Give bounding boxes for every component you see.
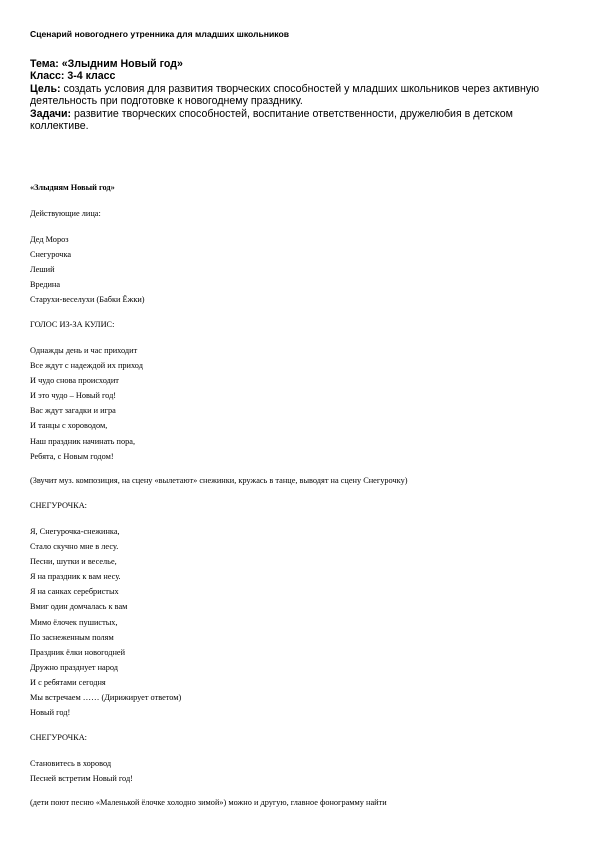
cast-item: Вредина: [30, 280, 61, 290]
cast-heading: Действующие лица:: [30, 209, 101, 218]
script-title: «Злыдням Новый год»: [30, 183, 115, 192]
verse-line: Мы встречаем …… (Дирижирует ответом): [30, 693, 182, 703]
cast-list: [30, 232, 145, 307]
verse-line: Стало скучно мне в лесу.: [30, 542, 119, 552]
verse-line: Дружно празднует народ: [30, 662, 119, 672]
lesson-header: [30, 58, 570, 132]
topic-label: Тема:: [30, 58, 59, 70]
verse-line: И это чудо – Новый год!: [30, 391, 117, 401]
verse-line: Вас ждут загадки и игра: [30, 406, 116, 416]
verse-line: Ребята, с Новым годом!: [30, 451, 114, 461]
topic-value: «Злыдним Новый год»: [61, 58, 183, 70]
voice-heading: ГОЛОС ИЗ-ЗА КУЛИС:: [30, 320, 115, 329]
verse-line: Я, Снегурочка-снежинка,: [30, 527, 120, 536]
cast-item: Леший: [30, 265, 55, 275]
tasks-row: [30, 108, 570, 133]
voice-verse: [30, 343, 143, 464]
verse-line: И чудо снова происходит: [30, 376, 119, 386]
snegurochka-verse: [30, 756, 133, 786]
verse-line: Мимо ёлочек пушистых,: [30, 617, 118, 627]
verse-line: Праздник ёлки новогодней: [30, 647, 126, 657]
grade-value: 3-4 класс: [67, 70, 116, 83]
verse-line: Однажды день и час приходит: [30, 346, 138, 355]
cast-item: Дед Мороз: [30, 235, 69, 244]
cast-item: Снегурочка: [30, 250, 72, 260]
verse-line: Новый год!: [30, 708, 71, 718]
verse-line: Я на санках серебристых: [30, 587, 119, 597]
goal-label: Цель:: [30, 82, 61, 95]
verse-line: Все ждут с надеждой их приход: [30, 361, 143, 371]
verse-line: Песни, шутки и веселье,: [30, 557, 117, 567]
topic-row: [30, 58, 570, 70]
snegurochka-heading: СНЕГУРОЧКА:: [30, 501, 87, 510]
grade-row: [30, 70, 570, 82]
document-title: Сценарий новогоднего утренника для младших школьников: [30, 29, 289, 39]
verse-line: По заснеженным полям: [30, 632, 114, 642]
tasks-text: развитие творческих способностей, воспитание ответственности, дружелюбия в детском коллективе.: [30, 107, 513, 133]
snegurochka-heading: СНЕГУРОЧКА:: [30, 733, 87, 742]
tasks-label: Задачи:: [30, 107, 72, 120]
verse-line: И с ребятами сегодня: [30, 677, 106, 687]
verse-line: Я на праздник к вам несу.: [30, 572, 121, 582]
cast-item: Старухи-веселухи (Бабки Ёжки): [30, 295, 145, 305]
verse-line: Наш праздник начинать пора,: [30, 436, 136, 446]
snegurochka-verse: [30, 524, 181, 720]
stage-direction: (дети поют песню «Маленькой ёлочке холодно зимой») можно и другую, главное фонограмму найти: [30, 798, 387, 807]
verse-line: Становитесь в хоровод: [30, 759, 112, 768]
goal-text: создать условия для развития творческих способностей у младших школьников через активную деятельность при подготовке к новогоднему празднику.: [30, 82, 540, 108]
verse-line: И танцы с хороводом,: [30, 421, 108, 431]
goal-row: [30, 83, 570, 108]
verse-line: Вмиг один домчалась к вам: [30, 602, 128, 612]
verse-line: Песней встретим Новый год!: [30, 774, 133, 784]
stage-direction: (Звучит муз. композиция, на сцену «вылетают» снежинки, кружась в танце, выводят на сцену Снегурочку): [30, 476, 408, 485]
grade-label: Класс:: [30, 70, 65, 83]
